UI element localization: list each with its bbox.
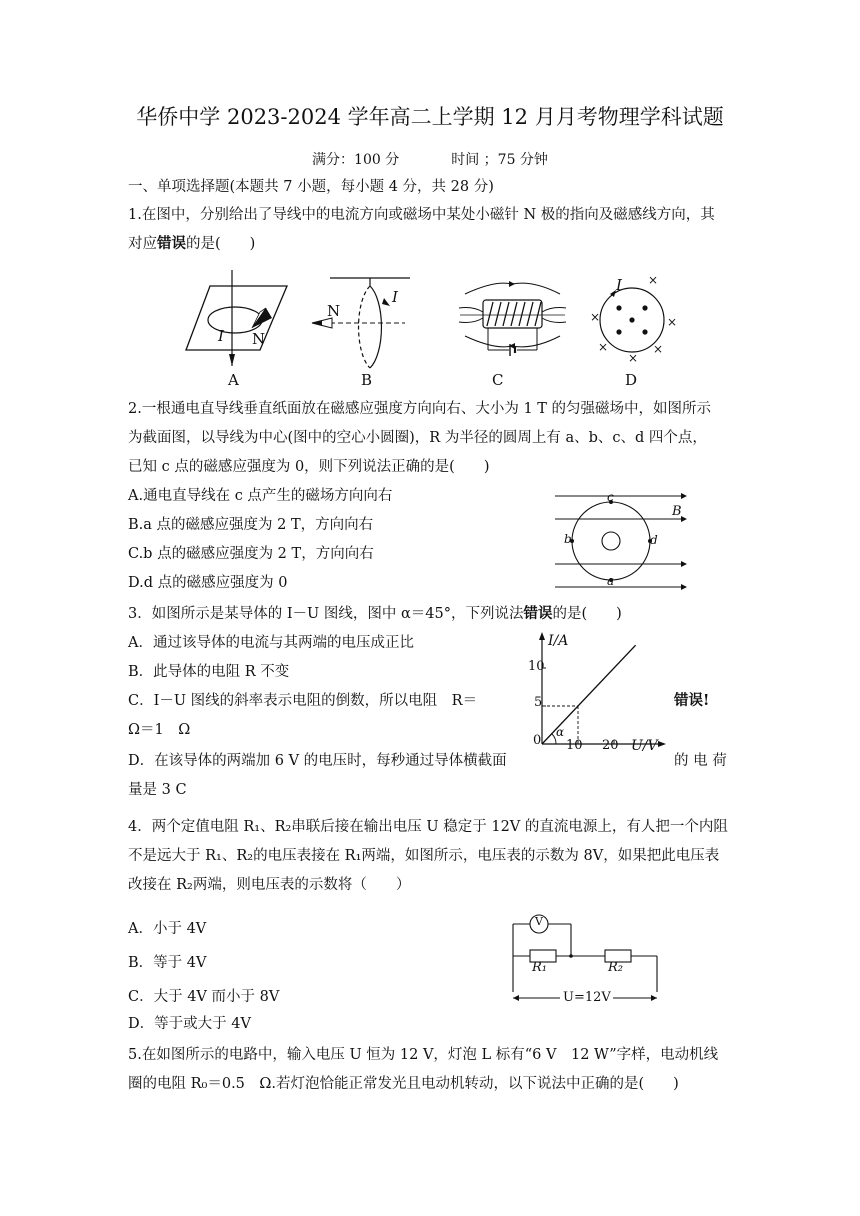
q3-option-d: D．在该导体的两端加 6 V 的电压时，每秒通过导体横截面 [128, 753, 507, 769]
exam-time: 时间 ；75 分钟 [451, 152, 548, 168]
q4-stem-line2: 不是远大于 R₁、R₂的电压表接在 R₁两端，如图所示，电压表的示数为 8V，如果把此电压表 [128, 848, 720, 864]
q3-option-c-cont: Ω＝1 Ω [128, 722, 191, 738]
q2-stem-line3: 已知 c 点的磁感应强度为 0，则下列说法正确的是( ) [128, 459, 490, 475]
q4-voltmeter-label: V [535, 915, 543, 928]
page-title: 华侨中学 2023-2024 学年高二上学期 12 月月考物理学科试题 [136, 105, 724, 129]
q3-option-b: B．此导体的电阻 R 不变 [128, 664, 290, 680]
q3-graph-angle: α [556, 725, 565, 739]
q4-stem-line1: 4．两个定值电阻 R₁、R₂串联后接在输出电压 U 稳定于 12V 的直流电源上，有人把一个内阻 [128, 819, 728, 835]
q1-figure-c [455, 278, 570, 358]
q3-graph-ytick: 10 [528, 659, 545, 674]
q1-fig-d-cross: × [653, 342, 664, 356]
q1-figure-a [180, 268, 290, 378]
q2-option-c: C.b 点的磁感应强度为 2 T，方向向右 [128, 546, 374, 562]
q1-fig-d-current-label: I [616, 276, 622, 294]
q2-point-c: c [607, 490, 614, 504]
q2-point-a: a [607, 574, 615, 588]
q1-figure-b [310, 268, 420, 373]
q4-option-c: C．大于 4V 而小于 8V [128, 989, 280, 1005]
q3-graph-origin: 0 [533, 733, 542, 748]
q1-fig-b-north-label: N [327, 302, 341, 320]
q1-fig-d-cross: × [628, 351, 639, 365]
q3-option-c: C．I－U 图线的斜率表示电阻的倒数，所以电阻 R＝ [128, 693, 478, 709]
q4-option-a: A．小于 4V [128, 921, 207, 937]
q4-voltage-label: U=12V [563, 990, 611, 1005]
q3-graph-ytick: 5 [534, 695, 543, 710]
q2-option-b: B.a 点的磁感应强度为 2 T，方向向右 [128, 517, 374, 533]
q2-field-label: B [672, 504, 682, 519]
q1-fig-d-cross: × [648, 273, 659, 287]
q4-r1-label: R₁ [532, 960, 547, 975]
q5-stem-line1: 5.在如图所示的电路中，输入电压 U 恒为 12 V，灯泡 L 标有“6 V 12 W”字样，电动机线 [128, 1047, 719, 1063]
q4-option-d: D．等于或大于 4V [128, 1016, 251, 1032]
q1-stem-line2: 对应错误的是( ) [128, 235, 256, 252]
q3-stem: 3．如图所示是某导体的 I－U 图线，图中 α＝45°，下列说法错误的是( ) [128, 605, 622, 622]
q1-fig-d-cross: × [590, 310, 601, 324]
section-heading: 一、单项选择题(本题共 7 小题，每小题 4 分，共 28 分) [128, 179, 494, 195]
q2-point-d: d [650, 533, 658, 547]
q2-option-d: D.d 点的磁感应强度为 0 [128, 575, 288, 591]
q1-fig-d-cross: × [667, 315, 678, 329]
q1-fig-b-current-label: I [392, 288, 398, 306]
q3-error-tag: 错误! [674, 692, 710, 709]
q3-graph-ylabel: I/A [548, 633, 569, 649]
q3-graph-xtick: 10 [566, 738, 583, 753]
q2-stem-line2: 为截面图，以导线为中心(图中的空心小圆圈)，R 为半径的圆周上有 a、b、c、d 四个点， [128, 430, 707, 446]
q1-fig-a-current-label: I [218, 327, 224, 345]
q2-point-b: b [564, 532, 572, 546]
q3-graph-xlabel: U/V [631, 738, 658, 754]
q3-option-d-cont: 量是 3 C [128, 782, 187, 798]
q3-graph-xtick: 20 [602, 738, 619, 753]
q1-fig-label-b: B [361, 371, 373, 389]
q4-option-b: B．等于 4V [128, 955, 207, 971]
exam-meta [0, 149, 860, 169]
q1-fig-label-a: A [228, 371, 239, 389]
q4-r2-label: R₂ [608, 960, 623, 975]
q2-option-a: A.通电直导线在 c 点产生的磁场方向向右 [128, 488, 393, 504]
q5-stem-line2: 圈的电阻 R₀＝0.5 Ω.若灯泡恰能正常发光且电动机转动，以下说法中正确的是( ) [128, 1076, 679, 1092]
q1-fig-a-north-label: N [252, 330, 266, 348]
q1-fig-label-c: C [492, 371, 504, 389]
q3-option-a: A．通过该导体的电流与其两端的电压成正比 [128, 635, 414, 651]
q3-option-d-tail: 的 电 荷 [674, 753, 727, 769]
full-score: 满分：100 分 [312, 152, 400, 168]
q1-fig-d-cross: × [598, 340, 609, 354]
q2-stem-line1: 2.一根通电直导线垂直纸面放在磁感应强度方向向右、大小为 1 T 的匀强磁场中，如图所示 [128, 401, 712, 417]
q4-stem-line3: 改接在 R₂两端，则电压表的示数将（ ） [128, 877, 411, 893]
q1-fig-label-d: D [625, 371, 638, 389]
q1-stem-line1: 1.在图中，分别给出了导线中的电流方向或磁场中某处小磁针 N 极的指向及磁感线方向，其 [128, 207, 715, 223]
